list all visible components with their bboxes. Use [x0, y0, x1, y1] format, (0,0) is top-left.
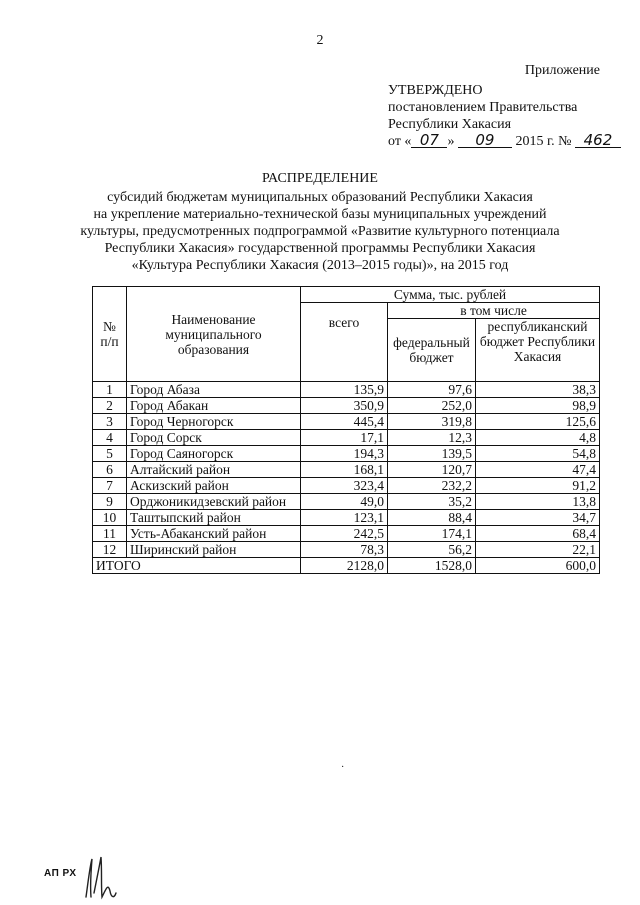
row-total: 242,5 [301, 526, 388, 542]
document-title [0, 170, 640, 274]
row-republic: 22,1 [476, 542, 600, 558]
table-row [93, 446, 600, 462]
page-number: 2 [316, 33, 324, 48]
title-line-4: Республики Хакасия» государственной программы Республики Хакасия [104, 241, 536, 256]
table-row [93, 510, 600, 526]
row-name: Усть-Абаканский район [127, 526, 301, 542]
approval-line-2: Республики Хакасия [388, 117, 512, 132]
row-total: 123,1 [301, 510, 388, 526]
row-name: Город Сорск [127, 430, 301, 446]
table-row [93, 430, 600, 446]
title-line-2: на укрепление материально-технической базы муниципальных учреждений [93, 207, 547, 222]
table-row [93, 462, 600, 478]
row-federal: 97,6 [388, 382, 476, 398]
total-row [93, 558, 600, 574]
title-line-1: субсидий бюджетам муниципальных образований Республики Хакасия [107, 190, 533, 205]
dot-mark: · [341, 762, 345, 773]
row-federal: 174,1 [388, 526, 476, 542]
approval-block [388, 82, 621, 150]
row-federal: 319,8 [388, 414, 476, 430]
row-federal: 88,4 [388, 510, 476, 526]
row-name: Город Абаза [127, 382, 301, 398]
row-total: 445,4 [301, 414, 388, 430]
header-total: всего [301, 303, 388, 382]
table-row [93, 398, 600, 414]
table-row [93, 382, 600, 398]
row-name: Аскизский район [127, 478, 301, 494]
total-federal: 1528,0 [388, 558, 476, 574]
total-republic: 600,0 [476, 558, 600, 574]
handwritten-month: 09 [458, 133, 512, 148]
row-republic: 68,4 [476, 526, 600, 542]
row-name: Ширинский район [127, 542, 301, 558]
row-number: 6 [93, 462, 127, 478]
row-federal: 232,2 [388, 478, 476, 494]
approval-date-line [388, 133, 621, 150]
table-row [93, 526, 600, 542]
total-label: ИТОГО [93, 558, 301, 574]
row-number: 5 [93, 446, 127, 462]
header-including: в том числе [388, 303, 600, 319]
row-republic: 91,2 [476, 478, 600, 494]
date-mid: » [447, 134, 455, 149]
table-body [93, 382, 600, 574]
row-federal: 56,2 [388, 542, 476, 558]
row-federal: 252,0 [388, 398, 476, 414]
row-name: Орджоникидзевский район [127, 494, 301, 510]
row-number: 11 [93, 526, 127, 542]
table-row [93, 478, 600, 494]
total-sum: 2128,0 [301, 558, 388, 574]
row-republic: 13,8 [476, 494, 600, 510]
table-row [93, 494, 600, 510]
row-number: 7 [93, 478, 127, 494]
row-total: 135,9 [301, 382, 388, 398]
row-number: 2 [93, 398, 127, 414]
date-prefix: от « [388, 134, 412, 149]
row-name: Алтайский район [127, 462, 301, 478]
table-row [93, 542, 600, 558]
row-number: 9 [93, 494, 127, 510]
row-republic: 34,7 [476, 510, 600, 526]
approval-line-1: постановлением Правительства [388, 100, 578, 115]
date-year: 2015 г. № [515, 134, 572, 149]
header-num: № п/п [93, 287, 127, 382]
row-number: 4 [93, 430, 127, 446]
row-federal: 120,7 [388, 462, 476, 478]
row-total: 49,0 [301, 494, 388, 510]
row-federal: 35,2 [388, 494, 476, 510]
title-line-3: культуры, предусмотренных подпрограммой «Развитие культурного потенциала [80, 224, 560, 239]
footer-code: АП РХ [44, 868, 77, 879]
row-name: Город Абакан [127, 398, 301, 414]
header-sum: Сумма, тыс. рублей [301, 287, 600, 303]
row-republic: 47,4 [476, 462, 600, 478]
row-republic: 54,8 [476, 446, 600, 462]
row-total: 194,3 [301, 446, 388, 462]
table-row [93, 414, 600, 430]
subsidy-table [92, 286, 600, 574]
header-republic: республиканский бюджет Республики Хакасия [476, 319, 600, 382]
appendix-label: Приложение [524, 63, 600, 78]
row-total: 17,1 [301, 430, 388, 446]
header-name: Наименование муниципального образования [127, 287, 301, 382]
header-federal: федеральный бюджет [388, 319, 476, 382]
title-line-5: «Культура Республики Хакасия (2013–2015 годы)», на 2015 год [131, 258, 509, 273]
row-number: 3 [93, 414, 127, 430]
row-number: 1 [93, 382, 127, 398]
row-republic: 125,6 [476, 414, 600, 430]
row-federal: 12,3 [388, 430, 476, 446]
row-total: 350,9 [301, 398, 388, 414]
handwritten-number: 462 [575, 133, 621, 148]
row-number: 12 [93, 542, 127, 558]
handwritten-signature [82, 853, 132, 901]
row-total: 323,4 [301, 478, 388, 494]
row-name: Таштыпский район [127, 510, 301, 526]
row-federal: 139,5 [388, 446, 476, 462]
row-name: Город Саяногорск [127, 446, 301, 462]
row-republic: 4,8 [476, 430, 600, 446]
row-total: 168,1 [301, 462, 388, 478]
row-republic: 38,3 [476, 382, 600, 398]
row-total: 78,3 [301, 542, 388, 558]
row-number: 10 [93, 510, 127, 526]
handwritten-day: 07 [411, 133, 447, 148]
approval-heading: УТВЕРЖДЕНО [388, 83, 483, 98]
title-heading: РАСПРЕДЕЛЕНИЕ [262, 171, 378, 186]
row-republic: 98,9 [476, 398, 600, 414]
row-name: Город Черногорск [127, 414, 301, 430]
